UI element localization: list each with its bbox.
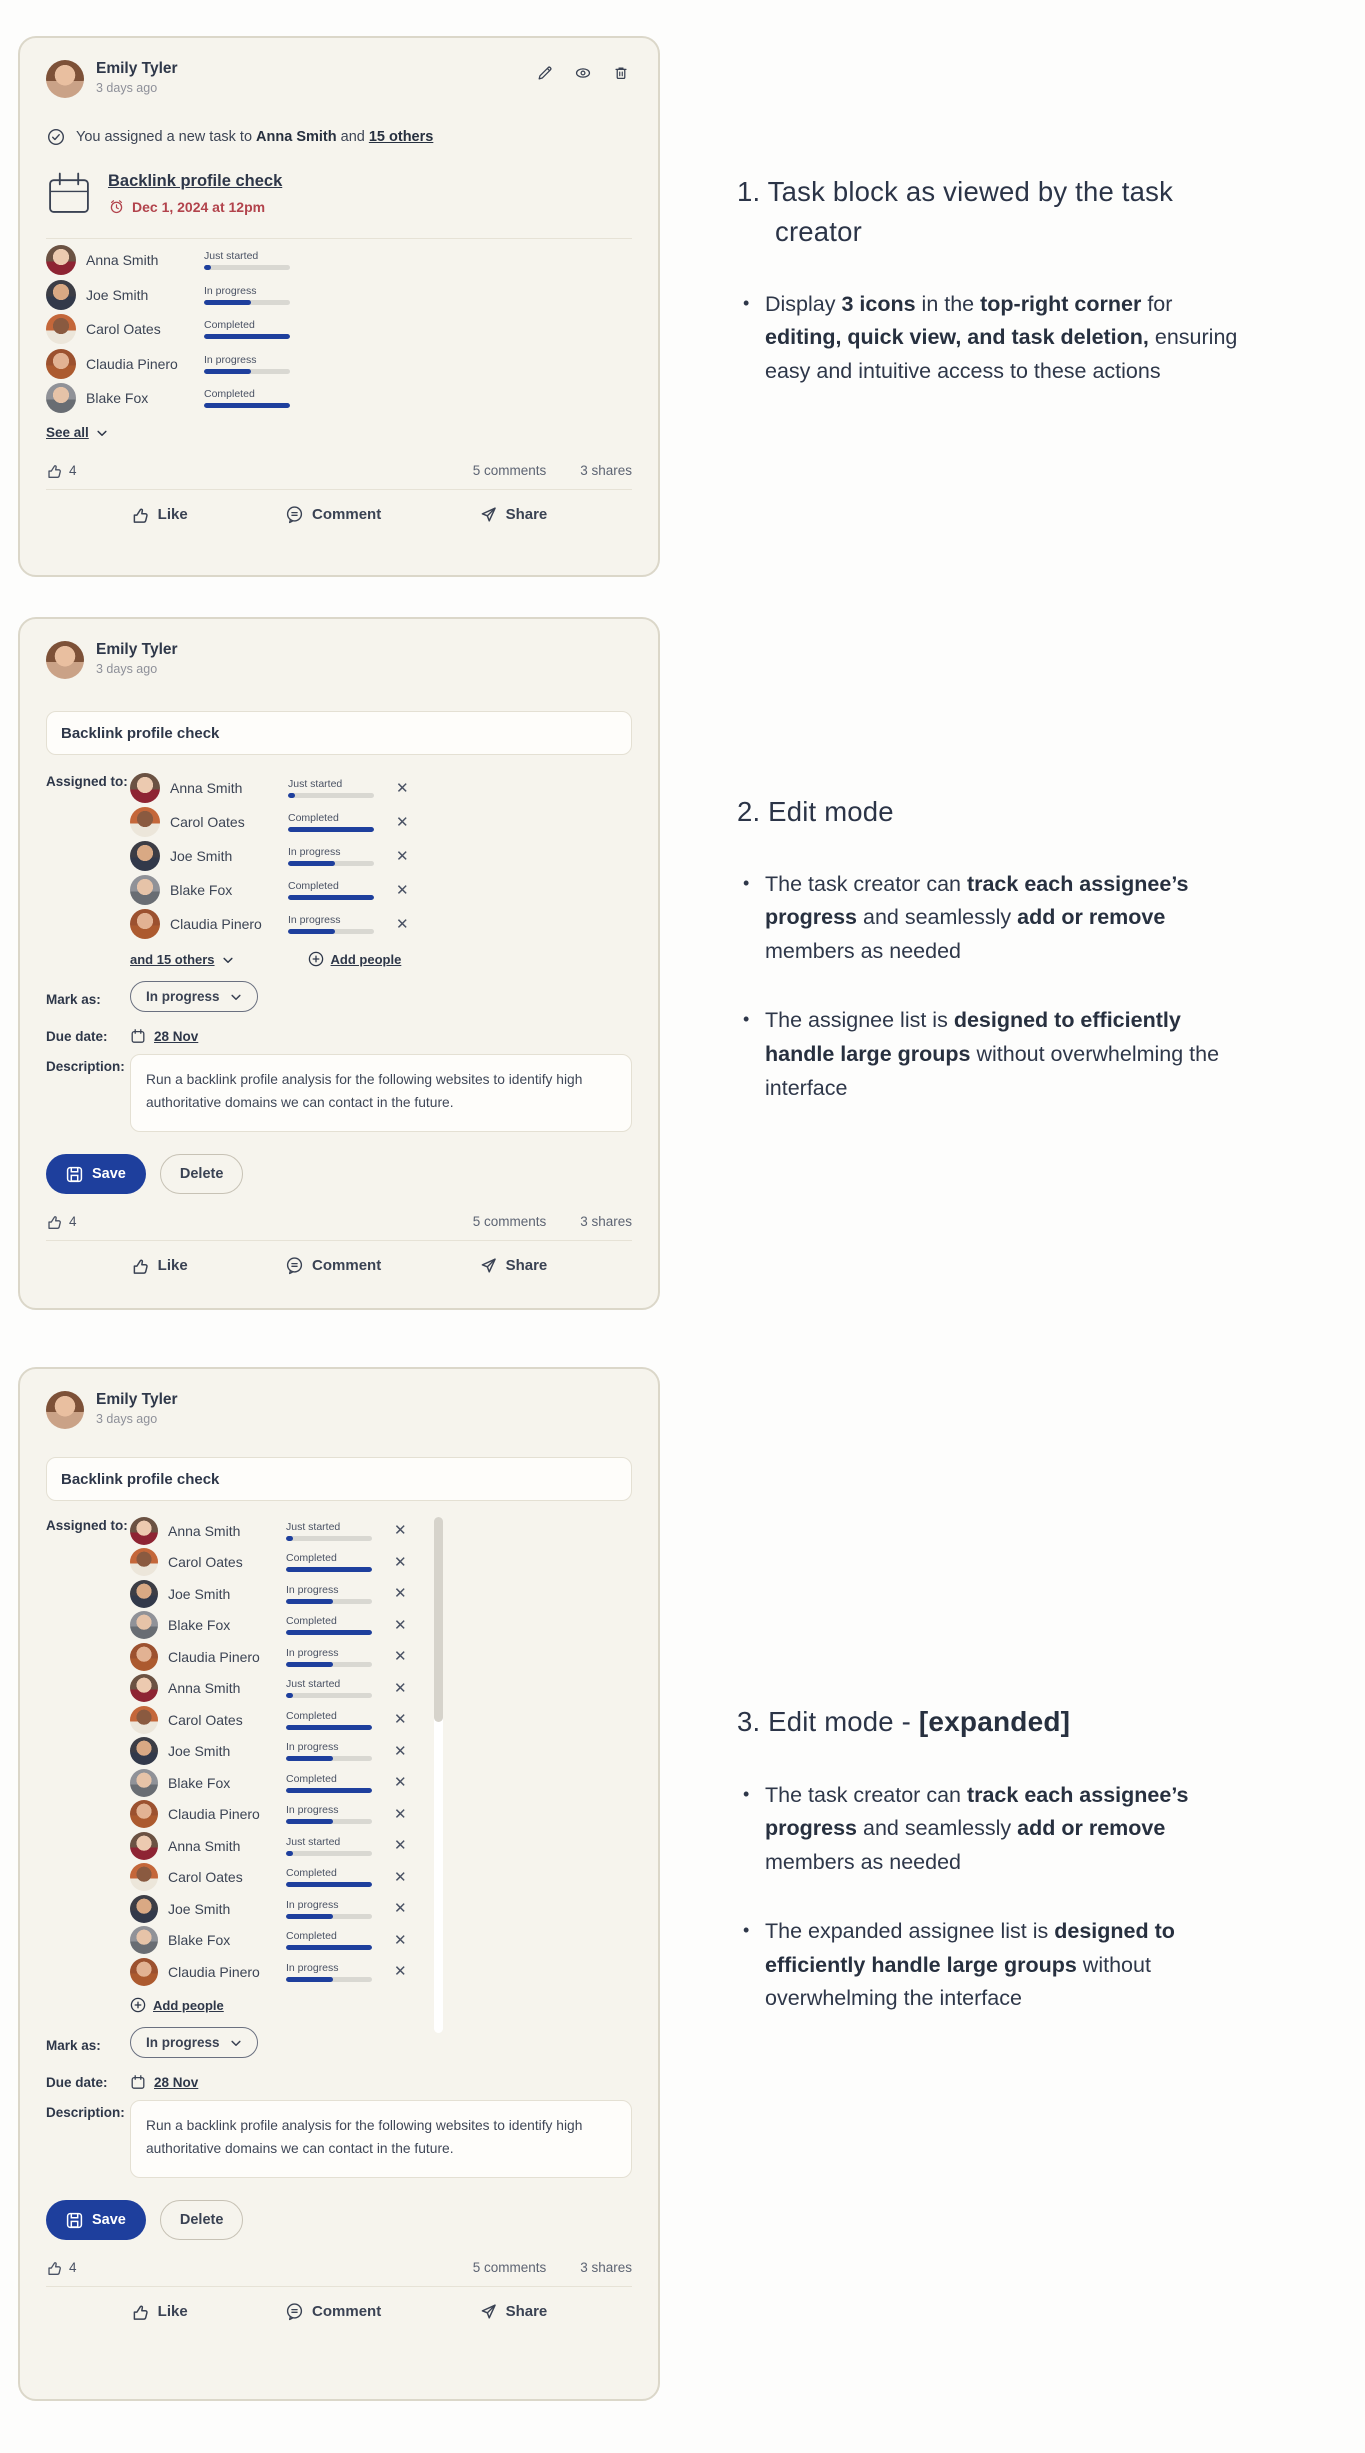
share-button[interactable]: Share: [479, 2302, 548, 2321]
description-textarea[interactable]: Run a backlink profile analysis for the following websites to identify high authoritative domains we can contact in the future.: [130, 2100, 632, 2178]
remove-assignee-button[interactable]: ✕: [394, 1963, 407, 1980]
assignee-progress: [204, 285, 290, 305]
progress-label: Just started: [204, 250, 259, 262]
avatar: [46, 280, 76, 310]
annotation-bullet: • The task creator can track each assignee’s progress and seamlessly add or remove members as needed: [737, 1779, 1242, 1880]
calendar-icon: [46, 170, 92, 216]
assignee-progress: [286, 1930, 372, 1950]
assignee-row: [130, 807, 409, 837]
like-button[interactable]: Like: [131, 1256, 188, 1275]
stats-row: [46, 1210, 632, 1232]
assignee-row: [46, 280, 632, 310]
like-count: 4: [46, 1213, 77, 1230]
task-title-input[interactable]: [46, 1457, 632, 1501]
assignee-row: [46, 314, 632, 344]
assignee-progress: [288, 812, 374, 832]
remove-assignee-button[interactable]: ✕: [394, 1711, 407, 1728]
assignee-row: [130, 1863, 407, 1891]
assignee-progress: [204, 250, 290, 270]
stats-row: [46, 459, 632, 481]
progress-bar: [286, 1567, 372, 1572]
avatar: [130, 1611, 158, 1639]
avatar: [130, 1863, 158, 1891]
author-name: Emily Tyler: [96, 641, 178, 658]
progress-label: In progress: [286, 1741, 339, 1753]
mark-as-label: Mark as:: [46, 991, 101, 1007]
progress-label: Completed: [288, 880, 339, 892]
assignee-row: [130, 1580, 407, 1608]
floppy-disk-icon: [66, 2212, 83, 2229]
post-time: 3 days ago: [96, 81, 158, 95]
progress-label: Completed: [286, 1772, 337, 1785]
assignee-progress: [286, 1678, 372, 1698]
description-label: Description:: [46, 1059, 125, 1074]
chevron-down-icon: [96, 426, 108, 438]
assignee-name: Claudia Pinero: [168, 1806, 260, 1822]
check-circle-icon: [46, 127, 66, 147]
shares-count[interactable]: 3 shares: [580, 1213, 632, 1229]
assignee-row: [46, 383, 632, 413]
avatar: [130, 1926, 158, 1954]
assignee-list-expanded: [130, 1517, 407, 1986]
assignee-row: [130, 773, 409, 803]
progress-bar: [286, 1662, 372, 1667]
assignee-name: Claudia Pinero: [86, 355, 178, 372]
assignee-progress: [286, 1867, 372, 1887]
assignee-row: [130, 1706, 407, 1734]
assignee-name: Joe Smith: [168, 1900, 231, 1917]
divider: [46, 238, 632, 239]
progress-label: In progress: [204, 284, 257, 297]
status-dropdown[interactable]: In progress: [130, 2027, 258, 2058]
remove-assignee-button[interactable]: ✕: [394, 1522, 407, 1539]
progress-bar: [286, 1599, 372, 1604]
action-bar: [46, 1241, 632, 1279]
progress-bar: [286, 1725, 372, 1730]
progress-bar: [286, 1851, 372, 1856]
plus-circle-icon: [308, 951, 324, 967]
remove-assignee-button[interactable]: ✕: [396, 813, 409, 831]
send-icon: [479, 2302, 498, 2321]
comment-button[interactable]: Comment: [285, 505, 381, 524]
annotation-heading: 3. Edit mode - [expanded]: [737, 1706, 1071, 1737]
delete-button[interactable]: Delete: [160, 2200, 244, 2240]
comments-count[interactable]: 5 comments: [472, 2259, 547, 2275]
plus-circle-icon: [130, 1997, 146, 2013]
assignee-name: Carol Oates: [168, 1711, 243, 1728]
remove-assignee-button[interactable]: ✕: [394, 1679, 407, 1697]
assignee-row: [130, 909, 409, 939]
progress-label: Just started: [286, 1520, 341, 1533]
assignee-list: [130, 773, 409, 939]
assignee-name: Carol Oates: [168, 1554, 243, 1570]
remove-assignee-button[interactable]: ✕: [394, 1805, 407, 1823]
assignee-progress: [286, 1647, 372, 1667]
progress-label: Completed: [286, 1709, 337, 1722]
mark-as-label: Mark as:: [46, 2037, 101, 2053]
assignee-name: Blake Fox: [168, 1774, 231, 1791]
assignee-row: [130, 875, 409, 905]
chevron-down-icon: [222, 953, 234, 965]
scrollbar-track[interactable]: [434, 1517, 443, 2033]
remove-assignee-button[interactable]: ✕: [396, 779, 409, 797]
progress-label: In progress: [288, 846, 341, 858]
progress-bar: [288, 929, 374, 934]
task-title-link[interactable]: Backlink profile check: [108, 172, 283, 190]
remove-assignee-button[interactable]: ✕: [396, 881, 409, 899]
add-people-button[interactable]: Add people: [130, 1997, 224, 2013]
assignee-progress: [286, 1584, 372, 1604]
progress-label: Completed: [204, 388, 255, 400]
speech-bubble-icon: [285, 505, 304, 524]
assignee-progress: [286, 1836, 372, 1856]
assignee-progress: [286, 1521, 372, 1541]
avatar: [130, 773, 160, 803]
shares-count[interactable]: 3 shares: [580, 2259, 632, 2275]
progress-bar: [288, 895, 374, 900]
progress-bar: [286, 1630, 372, 1635]
thumbs-up-icon: [46, 1213, 63, 1230]
task-card-edit: [18, 617, 660, 1310]
due-date-link[interactable]: 28 Nov: [154, 2074, 199, 2090]
assignee-progress: [286, 1710, 372, 1730]
assignee-progress: [286, 1615, 372, 1635]
assignee-row: [130, 1674, 407, 1702]
assignee-row: [130, 1643, 407, 1671]
assigned-to-label: Assigned to:: [46, 1518, 128, 1533]
due-date-link[interactable]: 28 Nov: [154, 1028, 199, 1044]
assignee-row: [130, 1548, 407, 1576]
assigned-to-label: Assigned to:: [46, 774, 128, 789]
avatar: [130, 807, 160, 837]
remove-assignee-button[interactable]: ✕: [394, 1931, 407, 1949]
progress-label: Just started: [286, 1678, 341, 1690]
task-card-edit-expanded: [18, 1367, 660, 2401]
assignee-progress: [286, 1899, 372, 1919]
progress-label: In progress: [286, 1583, 339, 1596]
avatar: [130, 1580, 158, 1608]
task-due-date: Dec 1, 2024 at 12pm: [132, 198, 266, 215]
send-icon: [479, 1256, 498, 1275]
task-card-view: [18, 36, 660, 577]
remove-assignee-button[interactable]: ✕: [396, 847, 409, 865]
calendar-small-icon: [130, 1028, 146, 1044]
delete-task-icon[interactable]: [612, 64, 630, 82]
task-title-input[interactable]: [46, 711, 632, 755]
avatar: [130, 841, 160, 871]
assignee-progress: [288, 880, 374, 900]
chevron-down-icon: [230, 991, 242, 1003]
annotation-bullet: • The task creator can track each assignee’s progress and seamlessly add or remove members as needed: [737, 868, 1242, 969]
avatar: [46, 349, 76, 379]
assignee-row: [46, 349, 632, 379]
assignee-name: Anna Smith: [170, 780, 243, 796]
action-bar: [46, 490, 632, 528]
avatar: [130, 1737, 158, 1765]
assignee-progress: [286, 1741, 372, 1761]
post-header: [46, 641, 632, 687]
remove-assignee-button[interactable]: ✕: [394, 1585, 407, 1602]
annotation-heading: 2. Edit mode: [737, 796, 894, 827]
post-header: [46, 60, 632, 106]
progress-bar: [204, 403, 290, 408]
assignee-name: Claudia Pinero: [168, 1963, 260, 1980]
avatar: [130, 1832, 158, 1860]
alarm-clock-icon: [108, 198, 125, 215]
progress-bar: [288, 793, 374, 798]
assignee-name: Anna Smith: [168, 1522, 241, 1539]
avatar: [46, 1391, 84, 1429]
avatar: [46, 245, 76, 275]
see-all-button[interactable]: See all: [46, 421, 632, 443]
floppy-disk-icon: [66, 1166, 83, 1183]
assignee-name: Blake Fox: [168, 1617, 231, 1633]
assignee-progress: [288, 846, 374, 866]
progress-label: Completed: [286, 1867, 337, 1879]
annotation-bullet: • Display 3 icons in the top-right corner for editing, quick view, and task deletion, ensuring easy and intuitive access to these actions: [737, 288, 1242, 389]
progress-label: Completed: [286, 1930, 337, 1942]
author-name: Emily Tyler: [96, 60, 178, 77]
add-people-button[interactable]: Add people: [308, 951, 402, 967]
assignee-name: Joe Smith: [168, 1743, 231, 1759]
assignee-progress: [204, 388, 290, 408]
due-date-label: Due date:: [46, 2075, 108, 2090]
assignee-name: Anna Smith: [168, 1680, 241, 1696]
progress-label: In progress: [288, 914, 341, 926]
progress-bar: [204, 300, 290, 305]
assignee-name: Claudia Pinero: [170, 916, 262, 932]
post-time: 3 days ago: [96, 1412, 158, 1426]
description-textarea[interactable]: Run a backlink profile analysis for the following websites to identify high authoritative domains we can contact in the future.: [130, 1054, 632, 1132]
avatar: [130, 1958, 158, 1986]
assignee-name: Carol Oates: [170, 814, 245, 830]
progress-bar: [286, 1693, 372, 1698]
remove-assignee-button[interactable]: ✕: [394, 1616, 407, 1634]
progress-label: Completed: [288, 812, 339, 824]
annotation-heading: 1. Task block as viewed by the task creator: [737, 176, 1174, 247]
remove-assignee-button[interactable]: ✕: [394, 1900, 407, 1917]
avatar: [46, 314, 76, 344]
annotation-2: [737, 792, 1242, 1105]
progress-label: Completed: [286, 1615, 337, 1627]
progress-bar: [286, 1756, 372, 1761]
assignee-row: [130, 1832, 407, 1860]
show-more-assignees-button[interactable]: and 15 others: [130, 952, 234, 967]
assignee-name: Blake Fox: [170, 882, 233, 898]
assignee-name: Blake Fox: [168, 1932, 231, 1948]
save-button[interactable]: Save: [46, 2200, 146, 2240]
progress-bar: [288, 861, 374, 866]
assignee-row: [130, 1737, 407, 1765]
post-time: 3 days ago: [96, 662, 158, 676]
progress-label: In progress: [286, 1961, 339, 1974]
assignee-progress: [286, 1552, 372, 1572]
like-count: 4: [46, 462, 77, 479]
remove-assignee-button[interactable]: ✕: [394, 1774, 407, 1791]
description-label: Description:: [46, 2105, 125, 2120]
avatar: [130, 1895, 158, 1923]
stats-row: [46, 2256, 632, 2278]
assignee-row: [46, 245, 632, 275]
chevron-down-icon: [230, 2037, 242, 2049]
assignee-row: [130, 1769, 407, 1797]
progress-bar: [286, 1945, 372, 1950]
share-button[interactable]: Share: [479, 505, 548, 524]
progress-bar: [286, 1914, 372, 1919]
like-count: 4: [46, 2259, 77, 2276]
action-bar: [46, 2287, 632, 2325]
progress-label: In progress: [286, 1646, 339, 1659]
remove-assignee-button[interactable]: ✕: [394, 1648, 407, 1665]
assignee-progress: [288, 914, 374, 934]
progress-label: In progress: [286, 1898, 339, 1911]
save-button[interactable]: Save: [46, 1154, 146, 1194]
assignee-progress: [286, 1804, 372, 1824]
avatar: [46, 383, 76, 413]
assignee-name: Anna Smith: [86, 252, 159, 268]
share-button[interactable]: Share: [479, 1256, 548, 1275]
post-header: [46, 1391, 632, 1437]
progress-label: Just started: [288, 778, 343, 790]
remove-assignee-button[interactable]: ✕: [394, 1868, 407, 1886]
remove-assignee-button[interactable]: ✕: [394, 1742, 407, 1760]
assignee-row: [130, 1958, 407, 1986]
remove-assignee-button[interactable]: ✕: [394, 1553, 407, 1571]
assignee-name: Joe Smith: [86, 286, 149, 303]
status-text: You assigned a new task to Anna Smith and 15 others: [76, 129, 434, 145]
thumbs-up-icon: [46, 2259, 63, 2276]
avatar: [130, 1769, 158, 1797]
thumbs-up-icon: [46, 462, 63, 479]
assignee-row: [130, 1517, 407, 1545]
progress-label: In progress: [204, 353, 257, 366]
quick-view-icon[interactable]: [574, 64, 592, 82]
assignee-progress: [204, 319, 290, 339]
author-name: Emily Tyler: [96, 1391, 178, 1408]
annotation-bullet: • The assignee list is designed to efficiently handle large groups without overwhelming the interface: [737, 1004, 1242, 1105]
avatar: [130, 1517, 158, 1545]
comment-button[interactable]: Comment: [285, 2302, 381, 2321]
avatar: [130, 1643, 158, 1671]
progress-bar: [286, 1788, 372, 1793]
remove-assignee-button[interactable]: ✕: [394, 1837, 407, 1854]
assignee-progress: [288, 778, 374, 798]
avatar: [130, 875, 160, 905]
annotation-1: [737, 172, 1242, 388]
avatar: [130, 909, 160, 939]
progress-bar: [288, 827, 374, 832]
delete-button[interactable]: Delete: [160, 1154, 244, 1194]
assignee-row: [130, 1611, 407, 1639]
assignee-progress: [204, 354, 290, 374]
thumbs-up-icon: [131, 2302, 150, 2321]
assignee-name: Claudia Pinero: [168, 1648, 260, 1665]
assignee-name: Joe Smith: [170, 848, 233, 864]
progress-label: In progress: [286, 1804, 339, 1816]
assignee-progress: [286, 1773, 372, 1793]
thumbs-up-icon: [131, 505, 150, 524]
assignee-row: [130, 841, 409, 871]
speech-bubble-icon: [285, 2302, 304, 2321]
assignee-row: [130, 1800, 407, 1828]
progress-bar: [204, 369, 290, 374]
assignee-row: [130, 1895, 407, 1923]
avatar: [130, 1706, 158, 1734]
assignee-row: [130, 1926, 407, 1954]
calendar-small-icon: [130, 2074, 146, 2090]
avatar: [130, 1548, 158, 1576]
progress-label: Just started: [286, 1835, 341, 1848]
speech-bubble-icon: [285, 1256, 304, 1275]
avatar: [46, 641, 84, 679]
scrollbar-thumb[interactable]: [434, 1517, 443, 1722]
progress-bar: [286, 1536, 372, 1541]
avatar: [130, 1800, 158, 1828]
progress-label: Completed: [286, 1552, 337, 1564]
progress-bar: [286, 1819, 372, 1824]
assignee-name: Joe Smith: [168, 1585, 231, 1602]
edit-icon[interactable]: [536, 64, 554, 82]
status-dropdown[interactable]: In progress: [130, 981, 258, 1012]
comments-count[interactable]: 5 comments: [472, 1213, 547, 1229]
assignee-name: Blake Fox: [86, 390, 149, 406]
due-date-label: Due date:: [46, 1029, 108, 1044]
progress-label: Completed: [204, 319, 255, 331]
progress-bar: [204, 334, 290, 339]
avatar: [130, 1674, 158, 1702]
comments-count[interactable]: 5 comments: [472, 462, 547, 478]
shares-count[interactable]: 3 shares: [580, 462, 632, 478]
assignee-name: Carol Oates: [86, 321, 161, 337]
avatar: [46, 60, 84, 98]
annotation-3: [737, 1702, 1242, 2016]
like-button[interactable]: Like: [131, 505, 188, 524]
progress-bar: [286, 1882, 372, 1887]
assignee-list: [46, 245, 632, 413]
task-due: [108, 198, 282, 215]
thumbs-up-icon: [131, 1256, 150, 1275]
progress-bar: [286, 1977, 372, 1982]
assignee-name: Carol Oates: [168, 1869, 243, 1885]
progress-bar: [204, 265, 290, 270]
like-button[interactable]: Like: [131, 2302, 188, 2321]
assignee-progress: [286, 1962, 372, 1982]
assignee-name: Anna Smith: [168, 1837, 241, 1854]
annotation-bullet: • The expanded assignee list is designed to efficiently handle large groups without overwhelming the interface: [737, 1915, 1242, 2016]
remove-assignee-button[interactable]: ✕: [396, 915, 409, 933]
send-icon: [479, 505, 498, 524]
comment-button[interactable]: Comment: [285, 1256, 381, 1275]
